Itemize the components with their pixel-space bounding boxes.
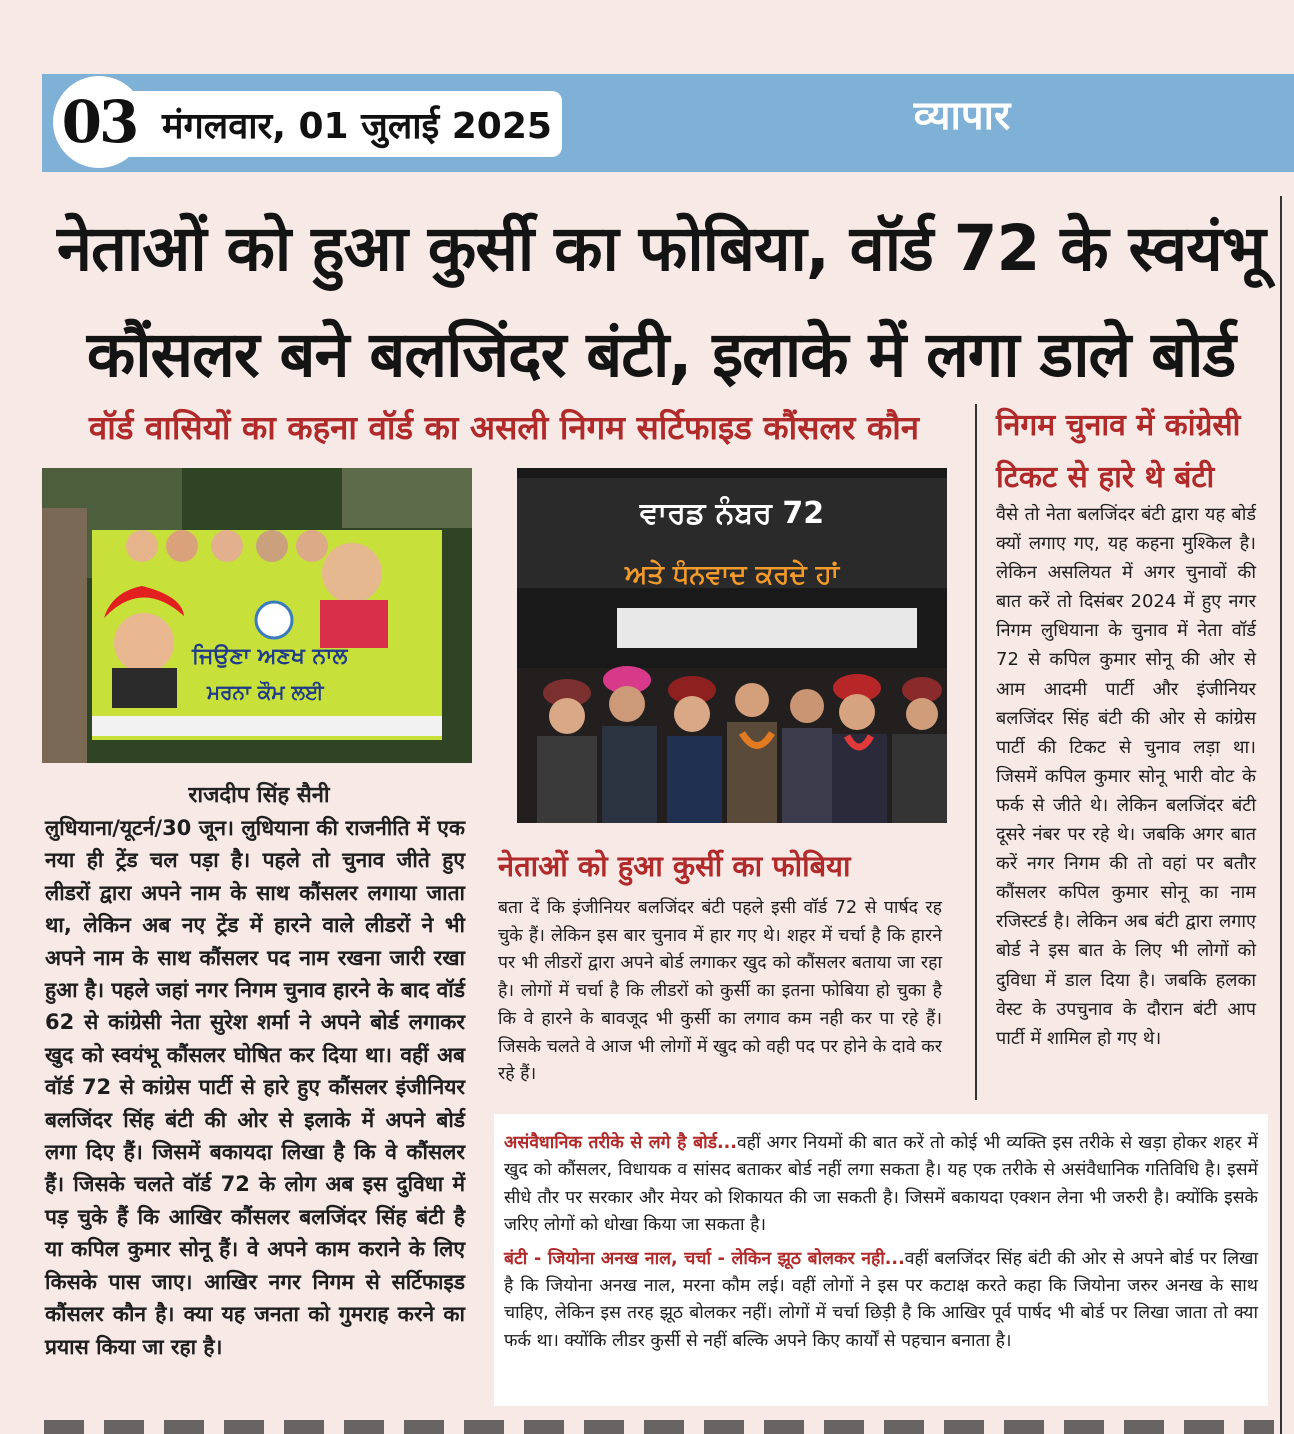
- middle-subheading: नेताओं को हुआ कुर्सी का फोबिया: [498, 849, 851, 883]
- banner-left-text-1: ਜਿਉਣਾ ਅਣਖ ਨਾਲ: [192, 644, 348, 669]
- board-mid-text-2: ਅਤੇ ਧੰਨਵਾਦ ਕਰਦੇ ਹਾਂ: [624, 560, 840, 590]
- headline-line-2: कौंसलर बने बलजिंदर बंटी, इलाके में लगा डाले बोर्ड: [86, 318, 1236, 391]
- side-headline-line-2: टिकट से हारे थे बंटी: [996, 460, 1215, 495]
- body-left-column: लुधियाना/यूटर्न/30 जून। लुधियाना की राजनीति में एक नया ही ट्रेंड चल पड़ा है। पहले तो चुनाव जीते हुए लीडरों द्वारा अपने नाम के साथ कौंसलर लगाया जाता था, लेकिन अब नए ट्रेंड में हारने वाले लीडरों ने भी अपने नाम के साथ कौंसलर पद नाम रखना जारी रखा हुआ है। पहले जहां नगर निगम चुनाव हारने के बाद वॉर्ड 62 से कांग्रेसी नेता सुरेश शर्मा ने अपने बोर्ड लगाकर खुद को स्वयंभू कौंसलर घोषित कर दिया था। वहीं अब वॉर्ड 72 से कांग्रेस पार्टी से हारे हुए कौंसलर इंजीनियर बलजिंदर सिंह बंटी की ओर से इलाके में अपने बोर्ड लगा दिए हैं। जिसमें बकायदा लिखा है कि वे कौंसलर हैं। जिसके चलते वॉर्ड 72 के लोग अब इस दुविधा में पड़ चुके हैं कि आखिर कौंसलर बलजिंदर सिंह बंटी है या कपिल कुमार सोनू हैं। वे अपने काम कराने के लिए किसके पास जाए। आखिर नगर निगम से सर्टिफाइड कौंसलर कौन है। क्या यह जनता को गुमराह करने का प्रयास किया जा रहा है।: [45, 816, 465, 1359]
- box-lead-2: बंटी - जियोना अनख नाल, चर्चा - लेकिन झूठ बोलकर नही...: [504, 1248, 905, 1269]
- issue-date: मंगलवार, 01 जुलाई 2025: [120, 91, 562, 157]
- bottom-cutoff-text: [44, 1420, 1274, 1434]
- box-paragraph-1: [504, 1130, 1258, 1240]
- highlight-box: [494, 1114, 1268, 1406]
- headline: [44, 196, 1278, 408]
- banner-photo-left-art: [42, 468, 472, 763]
- box-text-2: वहीं बलजिंदर सिंह बंटी की ओर से अपने बोर्ड पर लिखा है कि जियोना अनख नाल, मरना कौम लई। वहीं लोगों ने इस पर कटाक्ष करते कहा कि जियोना जरुर अनख के साथ चाहिए, लेकिन इस तरह झूठ बोलकर नहीं। लोगों में चर्चा छिड़ी है कि आखिर पूर्व पार्षद भी बोर्ड पर लिखा जाता तो क्या फर्क था। क्योंकि लीडर कुर्सी से नहीं बल्कि अपने किए कार्यों से पहचान बनाता है।: [504, 1248, 1258, 1351]
- headline-line-1: नेताओं को हुआ कुर्सी का फोबिया, वॉर्ड 72 के स्वयंभू: [57, 212, 1265, 285]
- box-paragraph-2: [504, 1246, 1258, 1356]
- banner-photo-left: [42, 468, 472, 763]
- body-right-column: वैसे तो नेता बलजिंदर बंटी द्वारा यह बोर्ड क्यों लगाए गए, यह कहना मुश्किल है। लेकिन असलियत में अगर चुनावों की बात करें तो दिसंबर 2024 में हुए नगर निगम लुधियाना के चुनाव में नेता वॉर्ड 72 से कपिल कुमार सोनू की ओर से आम आदमी पार्टी और इंजीनियर बलजिंदर सिंह बंटी की ओर से कांग्रेस पार्टी की टिकट से चुनाव लड़ा था। जिसमें कपिल कुमार सोनू भारी वोट के फर्क से जीते थे। लेकिन बलजिंदर बंटी दूसरे नंबर पर रहे थे। जबकि अगर बात करें नगर निगम की तो वहां पर बतौर कौंसलर कपिल कुमार सोनू का नाम रजिस्टर्ड है। लेकिन अब बंटी द्वारा लगाए बोर्ड ने इस बात के लिए भी लोगों को दुविधा में डाल दिया है। जबकि हलका वेस्ट के उपचुनाव के दौरान बंटी आप पार्टी में शामिल हो गए थे।: [996, 504, 1256, 1049]
- box-lead-1: असंवैधानिक तरीके से लगे है बोर्ड...: [504, 1133, 737, 1153]
- page-number: 03: [53, 76, 145, 168]
- box-text-1: वहीं अगर नियमों की बात करें तो कोई भी व्यक्ति इस तरीके से खड़ा होकर शहर में खुद को कौंसलर, विधायक व सांसद बताकर बोर्ड नहीं लगा सकता है। यह एक तरीके से असंवैधानिक गतिविधि है। इसमें सीधे तौर पर सरकार और मेयर को शिकायत की जा सकती है। जिसमें बकायदा एक्शन लेना भी जरुरी है। क्योंकि इसके जरिए लोगों को धोखा किया जा सकता है।: [504, 1133, 1258, 1236]
- banner-left-text-2: ਮਰਨਾ ਕੌਮ ਲਈ: [207, 680, 324, 704]
- section-name: व्यापार: [913, 93, 1011, 139]
- board-mid-text-1: ਵਾਰਡ ਨੰਬਰ 72: [639, 496, 825, 531]
- side-headline-line-1: निगम चुनाव में कांग्रेसी: [996, 408, 1241, 443]
- subheadline: वॉर्ड वासियों का कहना वॉर्ड का असली निगम सर्टिफाइड कौंसलर कौन: [88, 408, 920, 447]
- body-middle-column: बता दें कि इंजीनियर बलजिंदर बंटी पहले इसी वॉर्ड 72 से पार्षद रह चुके हैं। लेकिन इस बार चुनाव में हार गए थे। शहर में चर्चा है कि हारने पर भी लीडरों द्वारा अपने बोर्ड लगाकर खुद को कौंसलर बताया जा रहा है। लोगों में चर्चा है कि लीडरों को कुर्सी का इतना फोबिया हो चुका है कि वे हारने के बावजूद भी कुर्सी का लगाव कम नही कर पा रहे हैं। जिसके चलते वे आज भी लोगों में खुद को वही पद पर होने के दावे कर रहे हैं।: [498, 898, 942, 1085]
- column-divider: [975, 404, 977, 1100]
- page-divider: [1280, 196, 1282, 1434]
- group-photo-mid: [517, 468, 947, 823]
- side-headline: [996, 400, 1266, 504]
- byline: राजदीप सिंह सैनी: [188, 783, 330, 808]
